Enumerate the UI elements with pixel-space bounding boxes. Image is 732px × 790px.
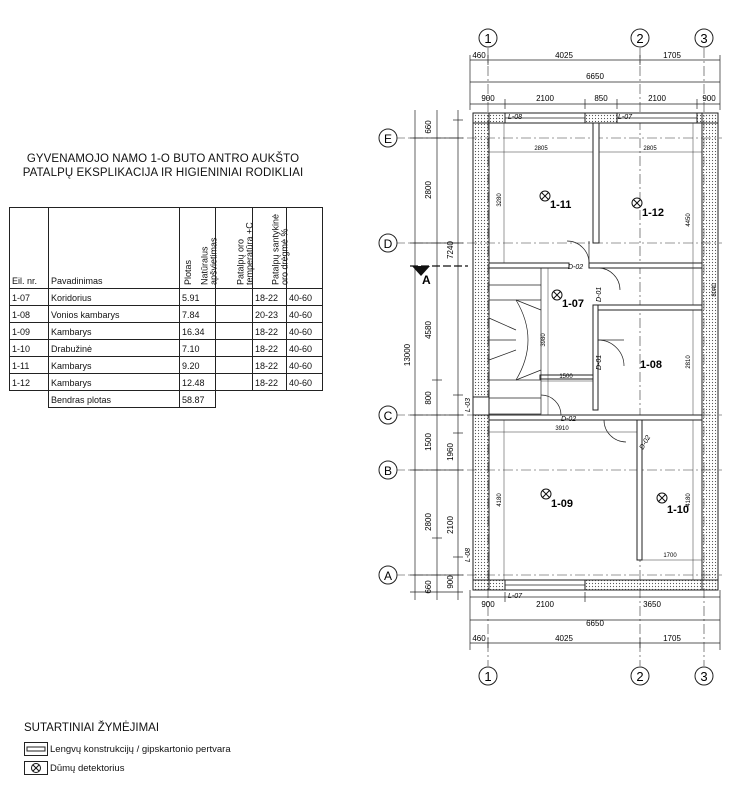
room-label-1-10: 1-10 xyxy=(667,504,690,516)
dim-left-800: 800 xyxy=(424,391,433,405)
door-tag-d02b: D-02 xyxy=(561,416,577,423)
opening-tags xyxy=(465,114,652,600)
axis-bubbles-top xyxy=(479,29,713,47)
axis-label-1-top: 1 xyxy=(484,31,492,46)
cell-nr: 1-11 xyxy=(10,357,49,374)
cell-humidity: 40-60 xyxy=(287,323,323,340)
dim-inner-4180b: 4180 xyxy=(686,493,692,507)
header-temp: Patalpų oro temperatūra +C xyxy=(253,208,287,289)
axis-label-D: D xyxy=(383,237,393,251)
cell-area: 7.84 xyxy=(180,306,216,323)
doors xyxy=(541,241,626,442)
dim-bottom-900: 900 xyxy=(481,600,495,609)
smoke-detector-icon xyxy=(657,493,667,503)
dim-inner-3980: 3980 xyxy=(541,333,547,347)
partition-symbol-icon xyxy=(24,742,48,756)
left-dimension-labels xyxy=(403,120,455,594)
cell-nr: 1-08 xyxy=(10,306,49,323)
dim-top-900b: 900 xyxy=(702,94,716,103)
window-tag-l03: L-03 xyxy=(465,397,472,412)
header-nr: Eil. nr. xyxy=(10,208,49,289)
room-label-1-11: 1-11 xyxy=(550,199,572,211)
dim-bottom-2100: 2100 xyxy=(536,600,554,609)
window-tag-l07-top: L-07 xyxy=(618,114,633,121)
dim-left-2800b: 2800 xyxy=(424,513,433,531)
axis-label-3-bottom: 3 xyxy=(700,669,708,684)
dim-top-total: 6650 xyxy=(586,72,604,81)
dim-left-7240: 7240 xyxy=(446,241,455,259)
axis-label-A: A xyxy=(383,569,393,583)
dim-top-1705: 1705 xyxy=(663,51,681,60)
dim-top-900a: 900 xyxy=(481,94,495,103)
legend-partition-label: Lengvų konstrukcijų / gipskartonio pertvara xyxy=(50,743,231,755)
cell-nr: 1-09 xyxy=(10,323,49,340)
smoke-detector-icon xyxy=(632,198,642,208)
header-humidity: Patalpų santykinė oro drėgmė % xyxy=(287,208,323,289)
cell-humidity: 40-60 xyxy=(287,289,323,306)
dim-inner-3910: 3910 xyxy=(555,426,569,432)
dim-inner-4450: 4450 xyxy=(686,213,692,227)
cell-temp: 18-22 xyxy=(253,289,287,306)
axis-bubbles-left xyxy=(379,129,397,584)
dim-bottom-total: 6650 xyxy=(586,619,604,628)
cell-temp: 20-23 xyxy=(253,306,287,323)
dim-top-2100b: 2100 xyxy=(648,94,666,103)
dim-top-4025: 4025 xyxy=(555,51,573,60)
cell-humidity: 40-60 xyxy=(287,340,323,357)
cell-temp: 18-22 xyxy=(253,357,287,374)
cell-humidity: 40-60 xyxy=(287,374,323,391)
cell-name: Kambarys xyxy=(49,374,180,391)
smoke-detector-icon xyxy=(541,489,551,499)
cell-temp: 18-22 xyxy=(253,340,287,357)
cell-nr: 1-12 xyxy=(10,374,49,391)
window-tag-l07-bottom: L-07 xyxy=(508,593,523,600)
dim-bottom-1705: 1705 xyxy=(663,634,681,643)
room-label-1-07: 1-07 xyxy=(562,298,585,310)
axis-label-E: E xyxy=(383,132,393,146)
dim-inner-8040: 8040 xyxy=(712,283,718,297)
axis-label-C: C xyxy=(383,409,393,423)
window-tag-l08-bottom: L-08 xyxy=(465,547,472,562)
left-dimensions xyxy=(410,110,463,600)
inner-dimension-labels xyxy=(497,146,718,559)
cell-area: 16.34 xyxy=(180,323,216,340)
door-tag-d01a: D-01 xyxy=(596,286,603,302)
axis-label-2-bottom: 2 xyxy=(636,669,644,684)
cell-name: Vonios kambarys xyxy=(49,306,180,323)
dim-bottom-4025: 4025 xyxy=(555,634,573,643)
header-light: Natūralus apšvietimas xyxy=(216,208,253,289)
room-label-1-08: 1-08 xyxy=(640,359,663,371)
dim-inner-2805a: 2805 xyxy=(534,146,548,152)
smoke-detector-icon xyxy=(540,191,550,201)
section-mark-a: A xyxy=(422,273,431,287)
dim-top-460: 460 xyxy=(472,51,486,60)
cell-nr: 1-07 xyxy=(10,289,49,306)
smoke-detector-legend-icon xyxy=(24,761,48,775)
dim-left-2100: 2100 xyxy=(446,516,455,534)
door-tag-d02c: D-02 xyxy=(638,434,653,451)
dim-bottom-3650: 3650 xyxy=(643,600,661,609)
dim-left-660b: 660 xyxy=(424,580,433,594)
axis-label-B: B xyxy=(383,464,393,478)
total-label: Bendras plotas xyxy=(49,391,180,408)
dim-left-660a: 660 xyxy=(424,120,433,134)
top-dimension-labels xyxy=(472,51,716,103)
interior-partitions xyxy=(489,123,702,560)
dim-top-2100a: 2100 xyxy=(536,94,554,103)
cell-temp: 18-22 xyxy=(253,323,287,340)
stairs xyxy=(489,268,541,414)
door-tag-d02a: D-02 xyxy=(568,264,584,271)
cell-name: Kambarys xyxy=(49,323,180,340)
bottom-dimension-labels xyxy=(472,600,681,643)
window-tag-l08-top: L-08 xyxy=(508,114,523,121)
dim-left-13000: 13000 xyxy=(403,343,412,367)
legend-partition xyxy=(24,742,231,756)
dim-inner-1700: 1700 xyxy=(663,553,677,559)
cell-area: 9.20 xyxy=(180,357,216,374)
dim-inner-1500: 1500 xyxy=(559,374,573,380)
axis-lines xyxy=(395,48,722,666)
dim-left-4580: 4580 xyxy=(424,321,433,339)
cell-name: Kambarys xyxy=(49,357,180,374)
header-name: Pavadinimas xyxy=(49,208,180,289)
title-line-2: PATALPŲ EKSPLIKACIJA IR HIGIENINIAI RODIKLIAI xyxy=(22,167,304,179)
cell-area: 5.91 xyxy=(180,289,216,306)
axis-bubbles-bottom xyxy=(479,667,713,685)
cell-area: 7.10 xyxy=(180,340,216,357)
smoke-detector-icon xyxy=(552,290,562,300)
dim-inner-2805b: 2805 xyxy=(643,146,657,152)
legend-smoke xyxy=(24,761,124,775)
cell-temp: 18-22 xyxy=(253,374,287,391)
cell-name: Koridorius xyxy=(49,289,180,306)
section-marker xyxy=(410,266,468,287)
dim-inner-3280: 3280 xyxy=(497,193,503,207)
cell-name: Drabužinė xyxy=(49,340,180,357)
rooms xyxy=(540,191,689,516)
axis-label-1-bottom: 1 xyxy=(484,669,492,684)
dim-bottom-460: 460 xyxy=(472,634,486,643)
legend-smoke-label: Dūmų detektorius xyxy=(50,762,125,774)
dim-left-1960: 1960 xyxy=(446,443,455,461)
room-label-1-09: 1-09 xyxy=(551,498,574,510)
title-line-1: GYVENAMOJO NAMO 1-O BUTO ANTRO AUKŠTO xyxy=(26,153,300,165)
dim-left-1500: 1500 xyxy=(424,433,433,451)
cell-area: 12.48 xyxy=(180,374,216,391)
door-tag-d01b: D-01 xyxy=(596,354,603,370)
legend-title: SUTARTINIAI ŽYMĖJIMAI xyxy=(24,722,160,734)
dim-left-900: 900 xyxy=(446,575,455,589)
axis-label-3-top: 3 xyxy=(700,31,708,46)
cell-nr: 1-10 xyxy=(10,340,49,357)
dim-left-2800a: 2800 xyxy=(424,181,433,199)
total-value: 58.87 xyxy=(180,391,216,408)
axis-label-2-top: 2 xyxy=(636,31,644,46)
dim-top-850: 850 xyxy=(594,94,608,103)
dim-inner-2810: 2810 xyxy=(686,355,692,369)
header-area: Plotas xyxy=(180,208,216,289)
room-label-1-12: 1-12 xyxy=(642,207,665,219)
cell-humidity: 40-60 xyxy=(287,357,323,374)
cell-humidity: 40-60 xyxy=(287,306,323,323)
dim-inner-4180a: 4180 xyxy=(497,493,503,507)
